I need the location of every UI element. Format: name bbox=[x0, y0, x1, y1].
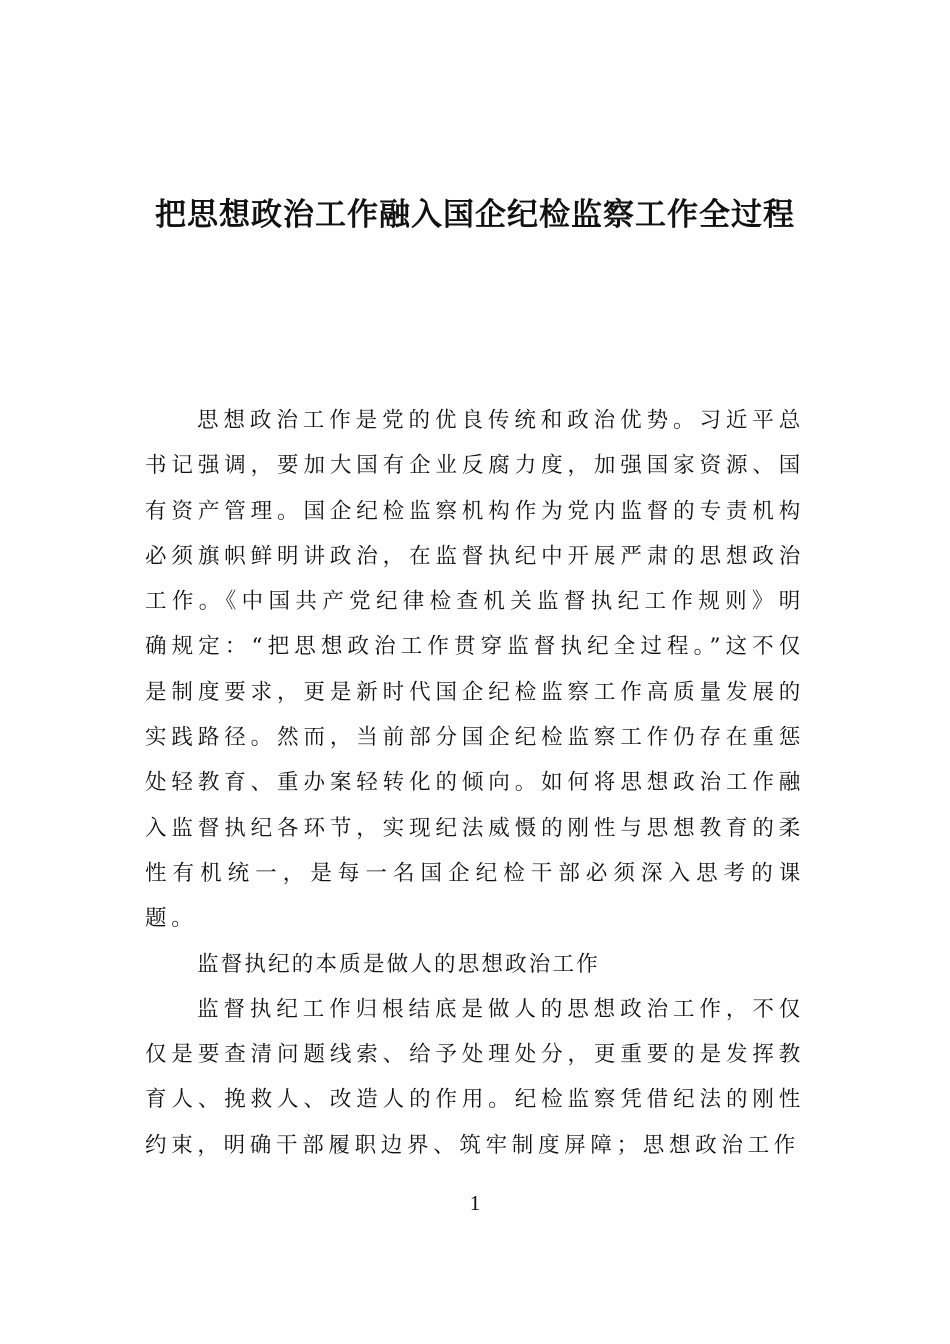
section-paragraph: 监督执纪工作归根结底是做人的思想政治工作，不仅仅是要查清问题线索、给予处理处分，更重要的是发挥教育人、挽救人、改造人的作用。纪检监察凭借纪法的刚性约束，明确干部履职边界、筑牢制度屏障；思想政治工作 bbox=[145, 996, 805, 1158]
document-body bbox=[145, 398, 805, 1168]
page-number: 1 bbox=[469, 1191, 481, 1215]
section-heading: 监督执纪的本质是做人的思想政治工作 bbox=[197, 951, 600, 977]
intro-paragraph: 思想政治工作是党的优良传统和政治优势。习近平总书记强调，要加大国有企业反腐力度，加强国家资源、国有资产管理。国企纪检监察机构作为党内监督的专责机构必须旗帜鲜明讲政治，在监督执纪中开展严肃的思想政治工作。《中国共产党纪律检查机关监督执纪工作规则》明确规定：“把思想政治工作贯穿监督执纪全过程。”这不仅是制度要求，更是新时代国企纪检监察工作高质量发展的实践路径。然而，当前部分国企纪检监察工作仍存在重惩处轻教育、重办案轻转化的倾向。如何将思想政治工作融入监督执纪各环节，实现纪法威慑的刚性与思想教育的柔性有机统一，是每一名国企纪检干部必须深入思考的课题。 bbox=[145, 408, 805, 932]
document-title: 把思想政治工作融入国企纪检监察工作全过程 bbox=[155, 197, 795, 233]
